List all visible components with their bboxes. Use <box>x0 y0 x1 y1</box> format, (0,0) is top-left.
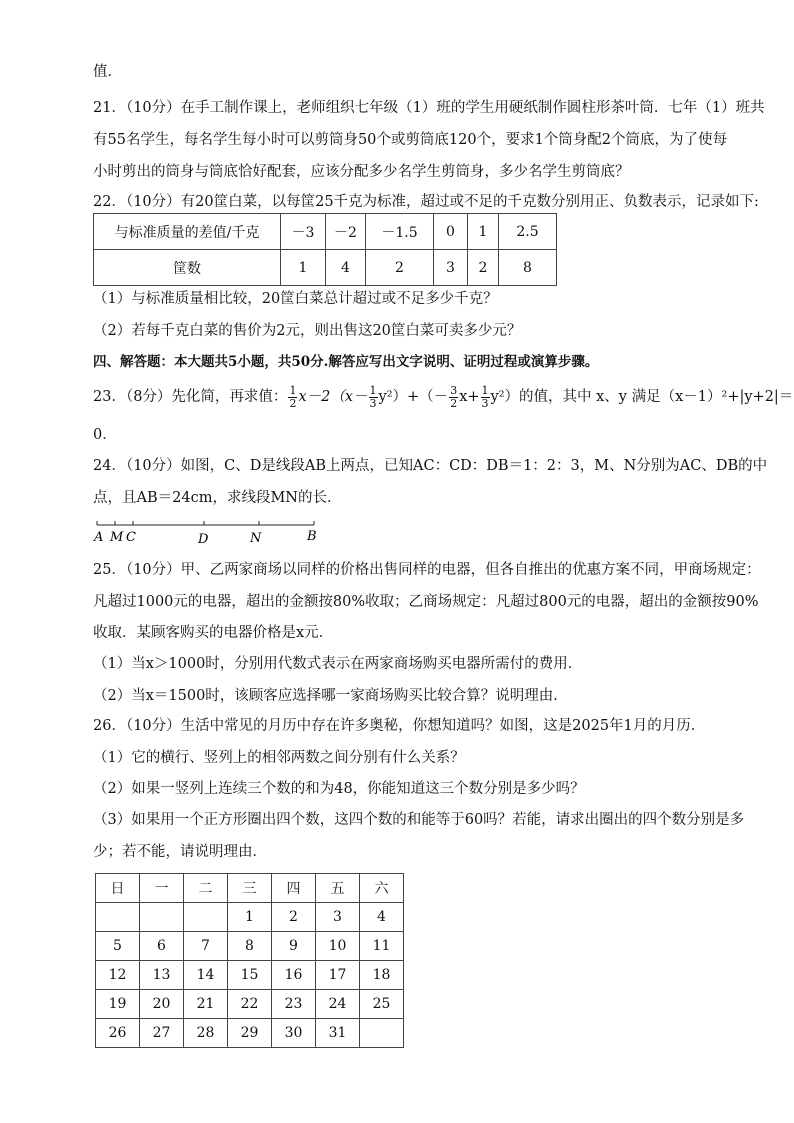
fraction: $\frac{3}{2}$ <box>450 383 458 410</box>
calendar-day: 5 <box>96 932 140 961</box>
point-label-b: B <box>307 529 317 544</box>
table-cell: 4 <box>326 250 366 286</box>
point-label-a: A <box>94 530 104 545</box>
q25-line2: 凡超过1000元的电器，超出的金额按80%收取；乙商场规定：凡超过800元的电器，超出的金额按90% <box>93 594 759 610</box>
table-cell: 2.5 <box>499 214 557 250</box>
calendar-day: 16 <box>272 961 316 990</box>
q22-sub2: （2）若每千克白菜的售价为2元，则出售这20筐白菜可卖多少元？ <box>93 323 522 339</box>
q25-line3: 收取．某顾客购买的电器价格是x元． <box>93 625 334 641</box>
weekday-header: 五 <box>316 874 360 903</box>
calendar-day: 2 <box>272 903 316 932</box>
calendar-day <box>184 903 228 932</box>
calendar-day: 13 <box>140 961 184 990</box>
point-label-m: M <box>110 530 124 545</box>
weekday-header: 四 <box>272 874 316 903</box>
table-cell: 3 <box>434 250 468 286</box>
calendar-day: 30 <box>272 1019 316 1048</box>
weekday-header: 三 <box>228 874 272 903</box>
table-cell: 0 <box>434 214 468 250</box>
table-row <box>94 214 557 250</box>
calendar-week-row <box>96 1019 404 1048</box>
fraction: $\frac{1}{2}$ <box>289 383 297 410</box>
point-label-d: D <box>198 532 209 545</box>
calendar-day: 21 <box>184 990 228 1019</box>
table-cell: －2 <box>326 214 366 250</box>
weekday-header: 日 <box>96 874 140 903</box>
calendar-header-row <box>96 874 404 903</box>
q26-sub2: （2）如果一竖列上连续三个数的和为48，你能知道这三个数分别是多少吗？ <box>93 781 585 797</box>
weekday-header: 六 <box>360 874 404 903</box>
calendar-day <box>140 903 184 932</box>
table-cell: －1.5 <box>366 214 434 250</box>
q24-line1: 24．（10分）如图，C、D是线段AB上两点，已知AC：CD：DB＝1：2：3，M、N分别为AC、DB的中 <box>93 458 768 474</box>
calendar-day: 27 <box>140 1019 184 1048</box>
calendar-day: 8 <box>228 932 272 961</box>
calendar-day: 6 <box>140 932 184 961</box>
weight-difference-table <box>93 213 557 286</box>
q23-line1 <box>93 381 793 413</box>
q24-line2: 点，且AB＝24cm，求线段MN的长． <box>93 490 342 506</box>
calendar-day: 28 <box>184 1019 228 1048</box>
calendar-day: 26 <box>96 1019 140 1048</box>
q26-sub3a: （3）如果用一个正方形圈出四个数，这四个数的和能等于60吗？若能，请求出圈出的四个数分别是多 <box>93 812 745 828</box>
calendar-week-row <box>96 961 404 990</box>
table-cell: －3 <box>281 214 326 250</box>
weekday-header: 一 <box>140 874 184 903</box>
fraction: $\frac{1}{3}$ <box>369 383 377 410</box>
calendar-day: 20 <box>140 990 184 1019</box>
q23-part-b: y²）+（－ <box>378 389 449 405</box>
calendar-day: 24 <box>316 990 360 1019</box>
q21-line2: 有55名学生，每名学生每小时可以剪筒身50个或剪筒底120个，要求1个筒身配2个筒底，为了使每 <box>93 132 728 148</box>
q21-line3: 小时剪出的筒身与筒底恰好配套，应该分配多少名学生剪筒身，多少名学生剪筒底？ <box>93 164 630 180</box>
q25-sub2: （2）当x＝1500时，该顾客应选择哪一家商场购买比较合算？说明理由． <box>93 688 568 704</box>
q23-line2: 0． <box>93 427 117 443</box>
q22-sub1: （1）与标准质量相比较，20筐白菜总计超过或不足多少千克？ <box>93 291 498 307</box>
calendar-day: 18 <box>360 961 404 990</box>
q26-sub3b: 少；若不能，请说明理由． <box>93 844 267 860</box>
section-heading: 四、解答题：本大题共5小题，共50分.解答应写出文字说明、证明过程或演算步骤。 <box>93 354 599 370</box>
point-label-c: C <box>126 530 136 545</box>
line-segment-figure <box>93 515 333 545</box>
top-line: 值． <box>93 64 122 80</box>
calendar-day: 19 <box>96 990 140 1019</box>
table-header-cell: 筐数 <box>94 250 281 286</box>
calendar-day: 23 <box>272 990 316 1019</box>
calendar-day: 25 <box>360 990 404 1019</box>
calendar-day: 14 <box>184 961 228 990</box>
calendar-day: 4 <box>360 903 404 932</box>
q26-line1: 26．（10分）生活中常见的月历中存在许多奥秘，你想知道吗？如图，这是2025年1月的月历． <box>93 718 706 734</box>
calendar-table <box>95 873 404 1048</box>
calendar-day: 22 <box>228 990 272 1019</box>
calendar-day: 7 <box>184 932 228 961</box>
calendar-day: 11 <box>360 932 404 961</box>
q22-line1: 22．（10分）有20筐白菜，以每筐25千克为标准，超过或不足的千克数分别用正、负数表示，记录如下: <box>93 194 759 210</box>
table-header-cell: 与标准质量的差值/千克 <box>94 214 281 250</box>
calendar-day <box>96 903 140 932</box>
q23-part-d: y²）的值，其中 x、y 满足（x－1）²+|y+2|＝ <box>490 389 794 405</box>
q25-line1: 25．（10分）甲、乙两家商场以同样的价格出售同样的电器，但各自推出的优惠方案不同，甲商场规定： <box>93 562 761 578</box>
table-cell: 1 <box>468 214 499 250</box>
q23-part-c: x+ <box>459 389 480 405</box>
calendar-day <box>360 1019 404 1048</box>
q21-line1: 21．（10分）在手工制作课上，老师组织七年级（1）班的学生用硬纸制作圆柱形茶叶筒．七年（1）班共 <box>93 100 765 116</box>
calendar-day: 29 <box>228 1019 272 1048</box>
q23-part-a: x－2（x－ <box>298 389 368 405</box>
calendar-week-row <box>96 990 404 1019</box>
calendar-day: 9 <box>272 932 316 961</box>
fraction: $\frac{1}{3}$ <box>481 383 489 410</box>
calendar-day: 15 <box>228 961 272 990</box>
calendar-day: 12 <box>96 961 140 990</box>
calendar-week-row <box>96 903 404 932</box>
q26-sub1: （1）它的横行、竖列上的相邻两数之间分别有什么关系？ <box>93 750 465 766</box>
point-label-n: N <box>250 531 262 545</box>
calendar-week-row <box>96 932 404 961</box>
calendar-day: 17 <box>316 961 360 990</box>
table-cell: 1 <box>281 250 326 286</box>
table-cell: 8 <box>499 250 557 286</box>
calendar-day: 10 <box>316 932 360 961</box>
q23-prefix: 23．（8分）先化简，再求值： <box>93 389 288 405</box>
weekday-header: 二 <box>184 874 228 903</box>
table-row <box>94 250 557 286</box>
calendar-day: 1 <box>228 903 272 932</box>
table-cell: 2 <box>366 250 434 286</box>
q25-sub1: （1）当x＞1000时，分别用代数式表示在两家商场购买电器所需付的费用． <box>93 656 583 672</box>
calendar-day: 3 <box>316 903 360 932</box>
calendar-day: 31 <box>316 1019 360 1048</box>
table-cell: 2 <box>468 250 499 286</box>
